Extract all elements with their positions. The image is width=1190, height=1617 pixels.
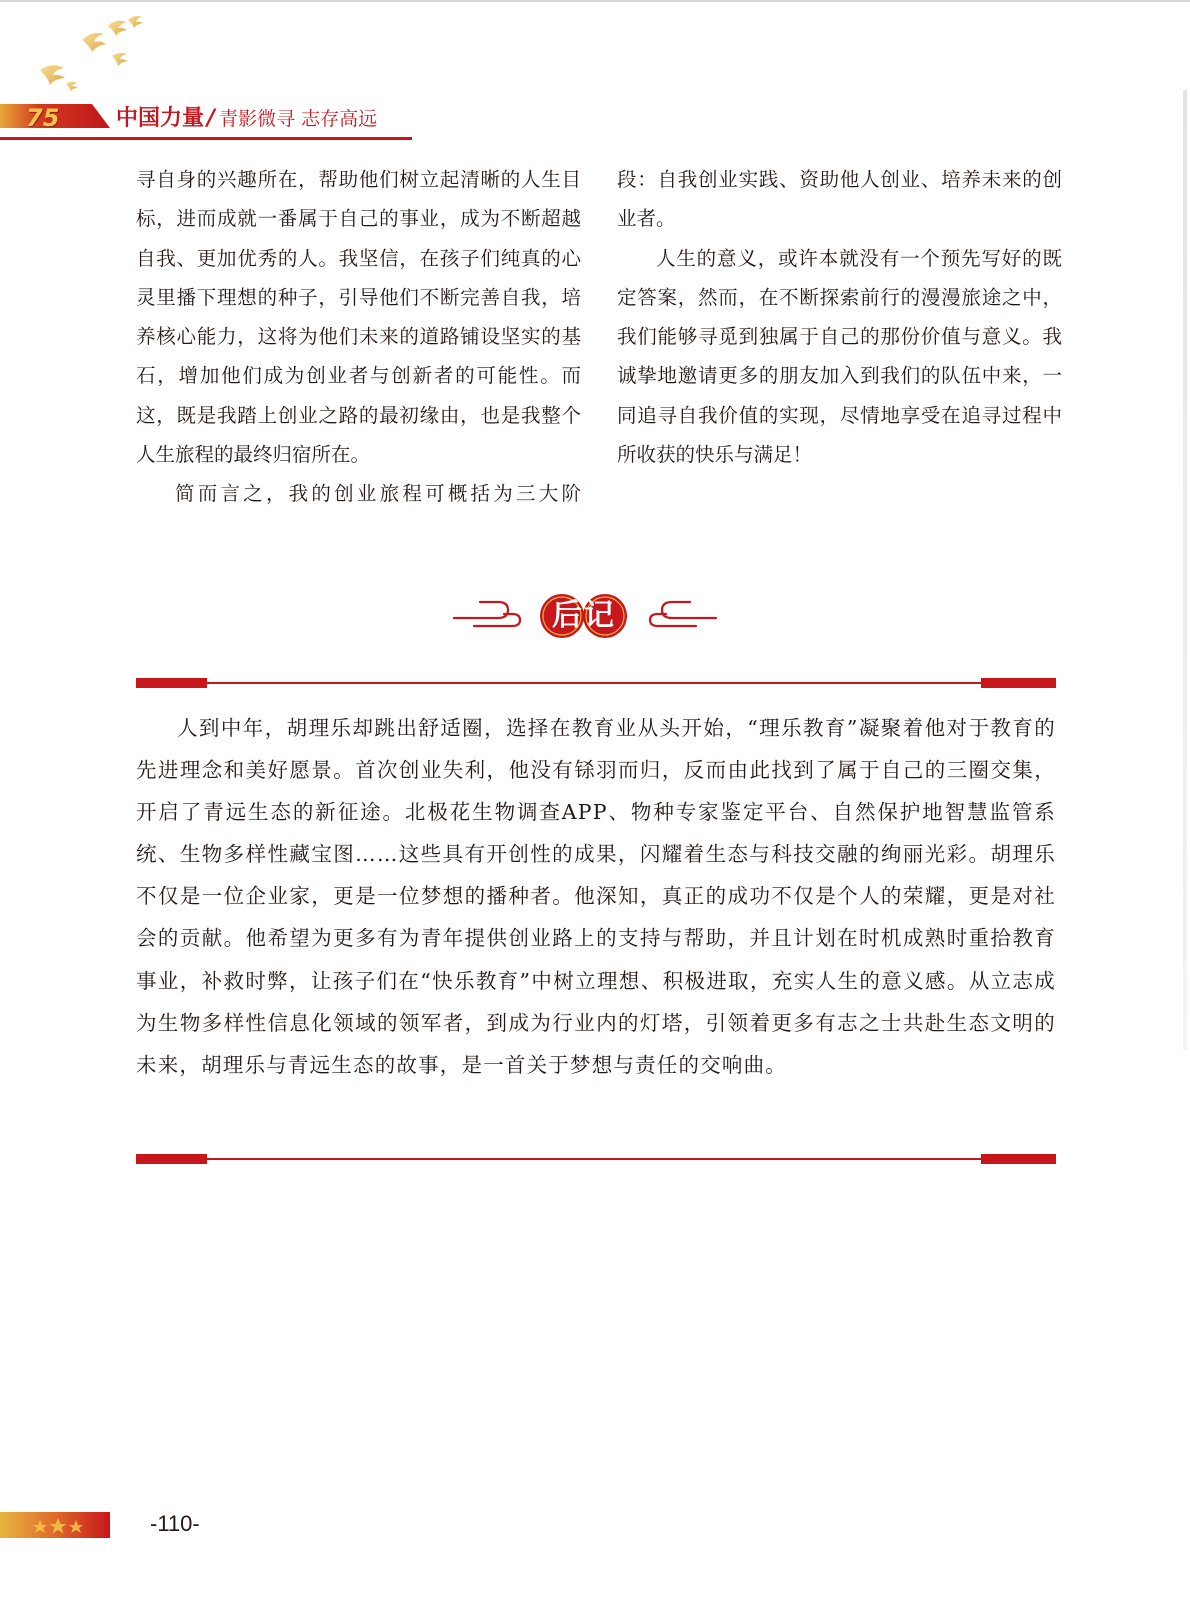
afterword-title: 后记 [552, 598, 616, 633]
paragraph: 人生的意义，或许本就没有一个预先写好的既定答案，然而，在不断探索前行的漫漫旅途之中，我们能够寻觅到独属于自己的那份价值与意义。我诚挚地邀请更多的朋友加入到我们的队伍中来，一同追寻自我价值的实现，尽情地享受在追寻过程中所收获的快乐与满足！ [617, 246, 1062, 467]
rule-cap-left [136, 678, 207, 688]
afterword-bottom-rule [136, 1153, 1056, 1165]
rule-line [136, 1158, 1056, 1160]
paragraph: 段：自我创业实践、资助他人创业、培养未来的创业者。 [617, 168, 1062, 231]
rule-line [136, 682, 1056, 684]
running-header [116, 104, 377, 134]
paragraph: 寻自身的兴趣所在，帮助他们树立起清晰的人生目标，进而成就一番属于自己的事业，成为不断超越自我、更加优秀的人。我坚信，在孩子们纯真的心灵里播下理想的种子，引导他们不断完善自我，培养核心能力，这将为他们未来的道路铺设坚实的基石，增加他们成为创业者与创新者的可能性。而这，既是我踏上创业之路的最初缘由，也是我整个人生旅程的最终归宿所在。 [136, 168, 581, 467]
header-title-sub: 青影微寻 志存高远 [219, 108, 378, 130]
footer-star-bar-icon [0, 1512, 110, 1538]
dove-decoration-icon [0, 0, 170, 105]
rule-cap-left [136, 1154, 207, 1164]
header-title-main: 中国力量 [116, 106, 205, 131]
paragraph: 简而言之，我的创业旅程可概括为三大阶 [175, 482, 581, 506]
header-title-slash: / [207, 106, 216, 131]
page-number: -110- [150, 1511, 200, 1536]
page-edge-shadow [1183, 90, 1187, 1050]
body-column-right [617, 160, 1062, 474]
rule-cap-right [981, 678, 1056, 688]
afterword-top-rule [136, 677, 1056, 689]
anniversary-badge: 75 [26, 104, 60, 132]
top-edge-rule [0, 0, 1190, 2]
rule-cap-right [981, 1154, 1056, 1164]
afterword-text: 人到中年，胡理乐却跳出舒适圈，选择在教育业从头开始，“理乐教育”凝聚着他对于教育的先进理念和美好愿景。首次创业失利，他没有铩羽而归，反而由此找到了属于自己的三圈交集，开启了青远生态的新征途。北极花生物调查APP、物种专家鉴定平台、自然保护地智慧监管系统、生物多样性藏宝图……这些具有开创性的成果，闪耀着生态与科技交融的绚丽光彩。胡理乐不仅是一位企业家，更是一位梦想的播种者。他深知，真正的成功不仅是个人的荣耀，更是对社会的贡献。他希望为更多有为青年提供创业路上的支持与帮助，并且计划在时机成熟时重拾教育事业，补救时弊，让孩子们在“快乐教育”中树立理想、积极进取，充实人生的意义感。从立志成为生物多样性信息化领域的领军者，到成为行业内的灯塔，引领着更多有志之士共赴生态文明的未来，胡理乐与青远生态的故事，是一首关于梦想与责任的交响曲。 [136, 716, 1056, 1077]
body-column-left [136, 160, 581, 514]
